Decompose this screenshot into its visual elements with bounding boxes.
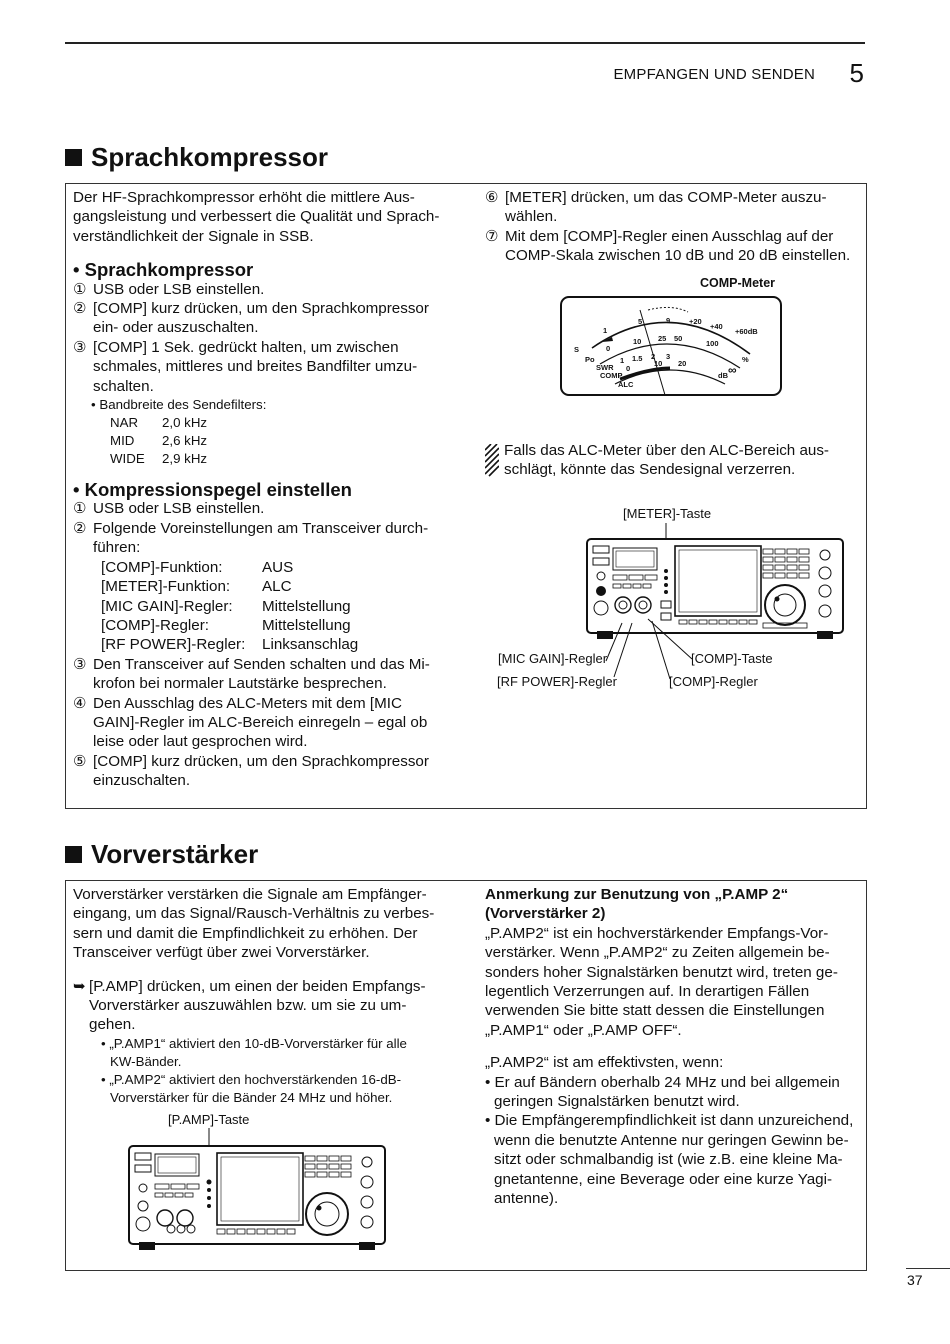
- step-text: krofon bei normaler Lautstärke besprechen.: [93, 675, 387, 693]
- step-text: wählen.: [505, 208, 558, 226]
- meter-comp-tick: 10: [654, 359, 663, 368]
- pamp-key: [207, 1180, 212, 1185]
- meter-caption: COMP-Meter: [700, 276, 776, 290]
- note-title-line: Anmerkung zur Benutzung von „P.AMP 2“: [485, 886, 789, 903]
- step-text: Den Transceiver auf Senden schalten und das Mi-: [93, 655, 430, 673]
- note-line: verwenden Sie bitte statt dessen die Einstellungen: [485, 1002, 825, 1020]
- bandwidth-row: [110, 432, 445, 450]
- setting-row: [101, 597, 445, 616]
- step-text: Folgende Voreinstellungen am Transceiver durch-: [93, 519, 429, 537]
- warning-line: schlägt, könnte das Sendesignal verzerren.: [504, 461, 796, 479]
- step-number: ①: [73, 280, 87, 298]
- note-paragraph-1: [485, 924, 858, 1040]
- setting-row: [101, 616, 445, 635]
- s2-intro: [73, 885, 445, 963]
- radio-foot-right: [359, 1242, 375, 1250]
- bullet-line: KW-Bänder.: [110, 1053, 182, 1069]
- bullet-item: [101, 1035, 445, 1071]
- section-title-vorverstaerker: [65, 839, 258, 870]
- step-text: ein- oder auszuschalten.: [93, 319, 259, 337]
- meter-swr-tick: 2: [651, 352, 656, 361]
- meter-po-label: Po: [585, 355, 595, 364]
- step-text: USB oder LSB einstellen.: [93, 500, 265, 518]
- step-text: Den Ausschlag des ALC-Meters mit dem [MIC: [93, 694, 402, 712]
- bandwidth-row: [110, 450, 445, 468]
- setting-value: Linksanschlag: [262, 636, 359, 654]
- settings-table: [101, 558, 445, 655]
- section-title-text: Vorverstärker: [91, 839, 259, 869]
- meter-po-tick: 100: [706, 339, 719, 348]
- step-item: [73, 655, 445, 694]
- step-text: [COMP] kurz drücken, um den Sprachkompressor: [93, 300, 429, 318]
- step-number: ⑦: [485, 227, 499, 245]
- label-leader-lines: [600, 615, 720, 680]
- step-number: ②: [73, 300, 87, 318]
- s1-intro-line: verständlichkeit der Signale in SSB.: [73, 227, 314, 245]
- steps1-list: [73, 280, 445, 396]
- setting-name: [COMP]-Regler:: [101, 616, 210, 634]
- step-text: [COMP] kurz drücken, um den Sprachkompressor: [93, 752, 429, 770]
- step-text: GAIN]-Regler im ALC-Bereich einregeln – egal ob: [93, 713, 428, 731]
- s1-intro: [73, 188, 445, 246]
- meter-s-tick: 1: [603, 326, 608, 335]
- meter-s-tick: +40: [710, 322, 723, 331]
- comp-key-label: [COMP]-Taste: [691, 651, 773, 666]
- radio-foot-right: [817, 631, 833, 639]
- bullet-line: • „P.AMP2“ aktiviert den hochverstärkenden 16-dB-: [101, 1071, 402, 1087]
- step-item: [73, 519, 445, 558]
- step-item: [73, 694, 445, 752]
- setting-value: AUS: [262, 558, 294, 576]
- pamp-key-label: [P.AMP]-Taste: [168, 1112, 250, 1127]
- step-item: [73, 299, 445, 338]
- meter-s-tick: 9: [666, 316, 671, 325]
- step-text: schmales, mittleres und breites Bandfilter umzu-: [93, 358, 418, 376]
- setting-name: [RF POWER]-Regler:: [101, 636, 246, 654]
- bandwidth-note: • Bandbreite des Sendefilters:: [91, 397, 267, 413]
- step-number: ③: [73, 655, 87, 673]
- note-paragraph-2: „P.AMP2“ ist am effektivsten, wenn:: [485, 1054, 724, 1072]
- bandwidth-mode: NAR: [110, 415, 139, 431]
- steps2-list: [73, 499, 445, 790]
- comp-knob-label: [COMP]-Regler: [669, 674, 758, 689]
- meter-swr-label: SWR: [596, 363, 614, 372]
- meter-db-label: dB: [718, 371, 728, 380]
- setting-row: [101, 577, 445, 596]
- note-bullet-line: gnetantenne, eine Beverage oder eine kurze Yagi-: [494, 1170, 833, 1188]
- bandwidth-value: 2,6 kHz: [162, 433, 208, 449]
- step-item: [73, 338, 445, 396]
- action-line: [P.AMP] drücken, um einen der beiden Empfangs-: [89, 977, 426, 995]
- footer-rule: [906, 1268, 950, 1269]
- square-bullet-icon: [65, 149, 82, 166]
- s2-left-column: [73, 885, 445, 1107]
- subheading-kompressionspegel: • Kompressionspegel einstellen: [73, 479, 352, 501]
- meter-po-tick: 0: [606, 344, 611, 353]
- action-line: Vorverstärker auszuwählen bzw. um sie zu um-: [89, 997, 407, 1015]
- section-header: EMPFANGEN UND SENDEN: [613, 66, 815, 83]
- meter-key-label: [METER]-Taste: [623, 506, 712, 521]
- s2-right-column: [485, 885, 858, 1209]
- bullet-line: • „P.AMP1“ aktiviert den 10-dB-Vorverstärker für alle: [101, 1035, 407, 1051]
- step-number: ⑤: [73, 752, 87, 770]
- meter-s-tick: +20: [689, 317, 702, 326]
- s2-intro-line: sern und damit die Empfindlichkeit zu erhöhen. Der: [73, 924, 418, 942]
- s1-intro-line: gangsleistung und verbessert die Qualität und Sprach-: [73, 208, 440, 226]
- note-line: legentlich Verzerrungen auf. In derartigen Fällen: [485, 983, 810, 1001]
- step-text: [COMP] 1 Sek. gedrückt halten, um zwischen: [93, 338, 399, 356]
- s1-left-column: [73, 188, 445, 791]
- note-title-line: (Vorverstärker 2): [485, 905, 606, 923]
- step-text: Mit dem [COMP]-Regler einen Ausschlag auf der: [505, 227, 834, 245]
- warning-hatch-icon: [485, 444, 499, 478]
- s2-intro-line: Vorverstärker verstärken die Signale am Empfänger-: [73, 886, 427, 903]
- step-item: [73, 280, 445, 299]
- meter-percent-label: %: [742, 355, 749, 364]
- note-title: [485, 885, 858, 924]
- meter-po-tick: 10: [633, 337, 642, 346]
- note-bullet-item: [485, 1111, 858, 1208]
- comp-meter-illustration: [560, 296, 782, 396]
- bandwidth-table: [110, 414, 445, 468]
- pamp-action: [73, 977, 445, 1035]
- mic-gain-label: [MIC GAIN]-Regler: [498, 651, 608, 666]
- alc-warning: [504, 441, 858, 480]
- page-number: 37: [907, 1272, 923, 1288]
- bullet-line: Vorverstärker für die Bänder 24 MHz und höher.: [110, 1089, 393, 1105]
- bandwidth-value: 2,9 kHz: [162, 451, 208, 467]
- section-title-sprachkompressor: [65, 142, 328, 173]
- setting-row: [101, 558, 445, 577]
- step-item: [73, 752, 445, 791]
- note-line: sonders hoher Signalstärken benutzt wird, treten ge-: [485, 963, 838, 981]
- bandwidth-mode: WIDE: [110, 451, 145, 467]
- arrow-icon: ➥: [73, 977, 86, 995]
- step-text: schalten.: [93, 377, 154, 395]
- bandwidth-row: [110, 414, 445, 432]
- step-number: ⑥: [485, 189, 499, 206]
- pamp-bullets: [101, 1035, 445, 1107]
- meter-swr-tick: 3: [666, 352, 671, 361]
- setting-name: [MIC GAIN]-Regler:: [101, 597, 233, 615]
- step-text: einzuschalten.: [93, 772, 191, 790]
- setting-name: [METER]-Funktion:: [101, 578, 231, 596]
- note-bullet-line: wenn die benutzte Antenne nur geringen Gewinn be-: [494, 1131, 849, 1149]
- note-line: „P.AMP1“ oder „P.AMP OFF“.: [485, 1021, 682, 1039]
- meter-swr-tick: 1: [620, 356, 625, 365]
- meter-s-tick: +60dB: [735, 327, 758, 336]
- rf-power-label: [RF POWER]-Regler: [497, 674, 617, 689]
- setting-value: ALC: [262, 578, 292, 596]
- step-text: [METER] drücken, um das COMP-Meter auszu-: [505, 189, 827, 206]
- meter-comp-label: COMP: [600, 371, 623, 380]
- note-line: „P.AMP2“ ist ein hochverstärkender Empfangs-Vor-: [485, 924, 829, 942]
- square-bullet-icon: [65, 846, 82, 863]
- note-bullet-line: antenne).: [494, 1190, 559, 1208]
- note-bullet-line: sitzt oder schmalbandig ist (wie z.B. eine kleine Ma-: [494, 1151, 843, 1169]
- bullet-item: [101, 1071, 445, 1107]
- note-bullet-line: • Er auf Bändern oberhalb 24 MHz und bei allgemein: [485, 1073, 840, 1091]
- step-text: USB oder LSB einstellen.: [93, 280, 265, 298]
- radio-foot-left: [139, 1242, 155, 1250]
- bandwidth-mode: MID: [110, 433, 135, 449]
- step-text: leise oder laut gesprochen wird.: [93, 733, 308, 751]
- step-number: ③: [73, 338, 87, 356]
- meter-comp-tick: 0: [626, 364, 631, 373]
- setting-value: Mittelstellung: [262, 597, 351, 615]
- step-text: führen:: [93, 539, 141, 557]
- mic-jack: [596, 586, 606, 596]
- note-bullet-line: geringen Signalstärken benutzt wird.: [494, 1093, 740, 1111]
- meter-po-tick: 25: [658, 334, 667, 343]
- step-number: ④: [73, 694, 87, 712]
- bandwidth-value: 2,0 kHz: [162, 415, 208, 431]
- step-item: [73, 499, 445, 518]
- setting-name: [COMP]-Funktion:: [101, 558, 223, 576]
- meter-s-label: S: [574, 345, 580, 354]
- meter-alc-label: ALC: [618, 380, 634, 389]
- setting-row: [101, 635, 445, 654]
- subheading-sprachkompressor: • Sprachkompressor: [73, 259, 254, 281]
- s1-right-column: [485, 188, 858, 266]
- action-line: gehen.: [89, 1016, 136, 1034]
- chapter-number: 5: [849, 58, 864, 88]
- meter-swr-tick: 1.5: [632, 354, 643, 363]
- note-line: verstärker. Wenn „P.AMP2“ zu Zeiten allgemein be-: [485, 944, 830, 962]
- step-item: [485, 227, 858, 266]
- s2-intro-line: Transceiver verfügt über zwei Vorverstärker.: [73, 944, 370, 962]
- step-number: ①: [73, 500, 87, 518]
- note-bullet-line: • Die Empfängerempfindlichkeit ist dann unzureichend,: [485, 1112, 854, 1130]
- step-text: COMP-Skala zwischen 10 dB und 20 dB einstellen.: [505, 247, 851, 265]
- step-number: ②: [73, 519, 87, 537]
- meter-infinity-label: ∞: [728, 363, 737, 377]
- meter-s-tick: 5: [638, 317, 643, 326]
- s2-intro-line: eingang, um das Signal/Rausch-Verhältnis zu verbes-: [73, 905, 435, 923]
- warning-line: Falls das ALC-Meter über den ALC-Bereich aus-: [504, 442, 829, 459]
- s1-intro-line: Der HF-Sprachkompressor erhöht die mittlere Aus-: [73, 189, 415, 206]
- meter-po-tick: 50: [674, 334, 683, 343]
- setting-value: Mittelstellung: [262, 616, 351, 634]
- transceiver-front-panel-illustration-2: [127, 1126, 389, 1254]
- step-item: [485, 188, 858, 227]
- header-rule: [65, 42, 865, 44]
- note-bullet-item: [485, 1073, 858, 1112]
- meter-comp-tick: 20: [678, 359, 687, 368]
- section-title-text: Sprachkompressor: [91, 142, 328, 172]
